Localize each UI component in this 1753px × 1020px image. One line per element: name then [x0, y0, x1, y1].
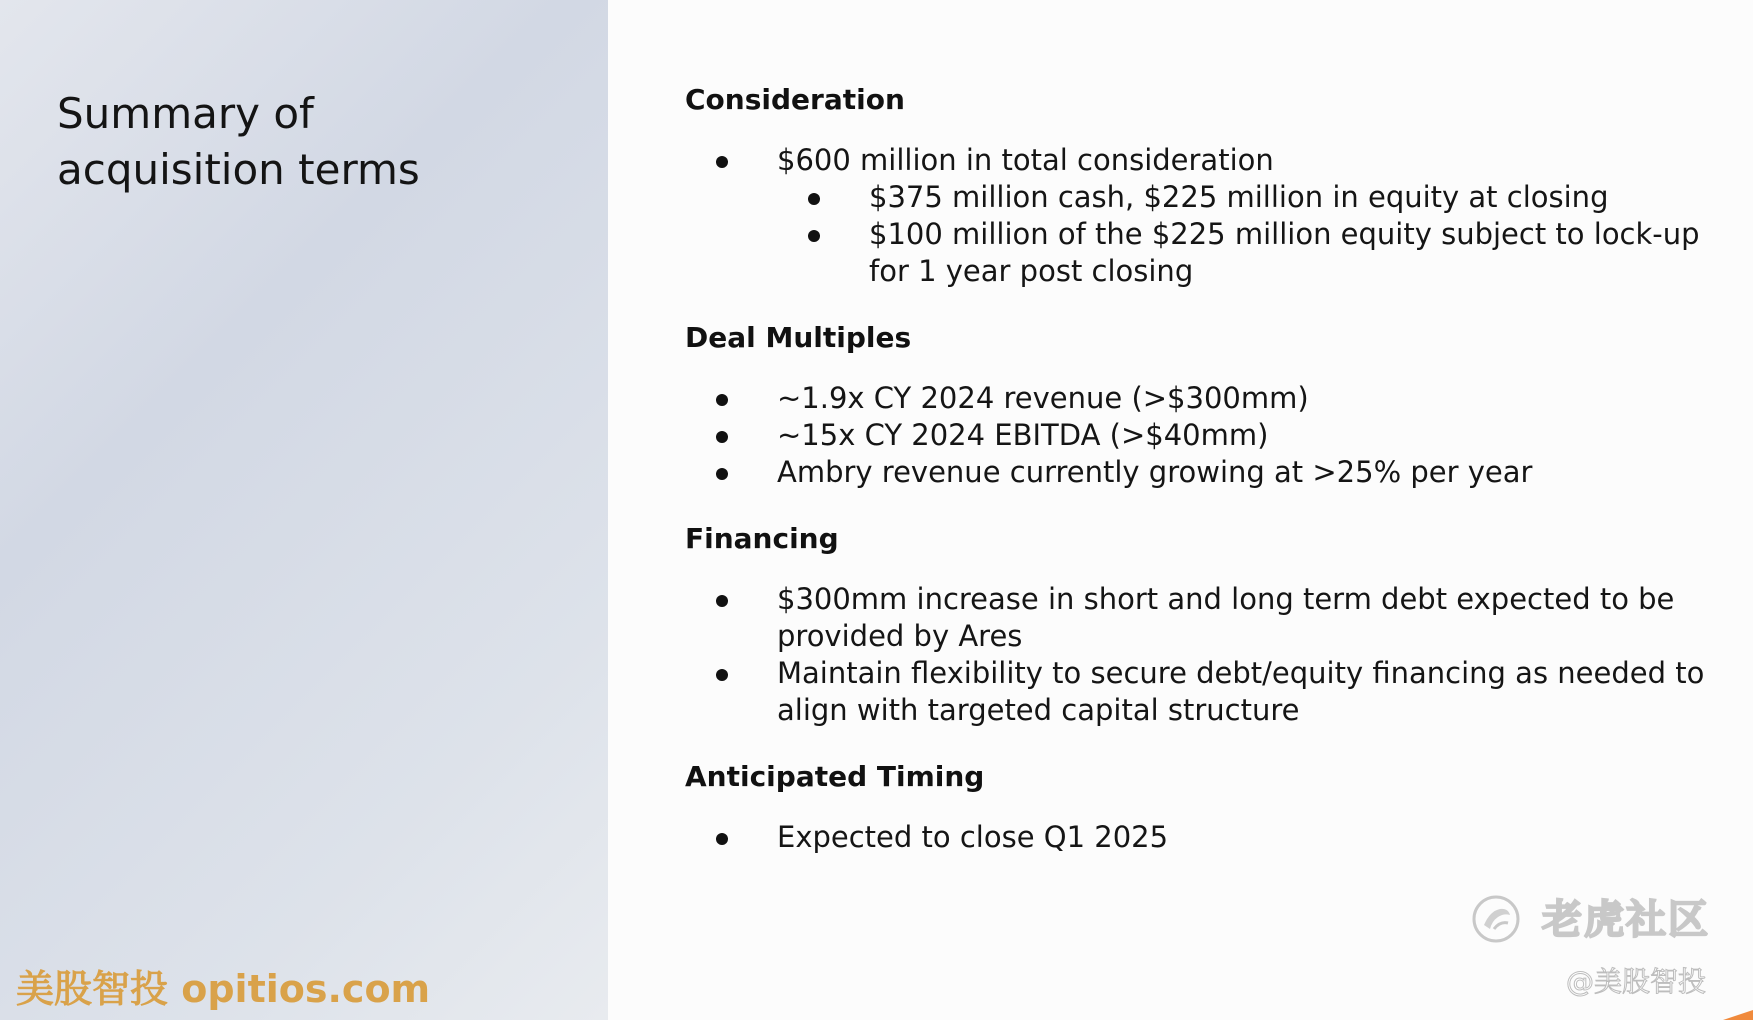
bullet-item	[685, 417, 1715, 454]
slide-content	[685, 82, 1715, 886]
bullet-text: ~15x CY 2024 EBITDA (>$40mm)	[777, 418, 1269, 452]
section-consideration	[685, 82, 1715, 290]
bullet-text: $300mm increase in short and long term debt expected to be provided by Ares	[777, 582, 1675, 653]
sub-bullet-text: $375 million cash, $225 million in equity at closing	[869, 180, 1609, 214]
section-financing	[685, 521, 1715, 729]
bullet-item	[685, 819, 1715, 856]
slide-title: Summary of acquisition terms	[57, 89, 420, 194]
watermark-left: 美股智投 opitios.com	[16, 967, 431, 1011]
bullet-list	[685, 142, 1715, 290]
bullet-text: $600 million in total consideration	[777, 143, 1274, 177]
corner-accent	[1723, 1010, 1753, 1020]
sub-bullet-list	[777, 179, 1715, 290]
sub-bullet-item	[777, 179, 1715, 216]
section-heading: Deal Multiples	[685, 321, 912, 354]
bullet-dot-icon	[716, 669, 728, 681]
bullet-item	[685, 380, 1715, 417]
bullet-dot-icon	[808, 193, 820, 205]
bullet-text: Maintain flexibility to secure debt/equity financing as needed to align with targeted capital structure	[777, 656, 1705, 727]
section-deal-multiples	[685, 320, 1715, 491]
bullet-dot-icon	[716, 595, 728, 607]
bullet-text: Ambry revenue currently growing at >25% per year	[777, 455, 1533, 489]
bullet-dot-icon	[716, 156, 728, 168]
sub-bullet-item	[777, 216, 1715, 290]
watermark-handle: @美股智投	[1566, 965, 1707, 998]
bullet-text: Expected to close Q1 2025	[777, 820, 1169, 854]
watermark-brand: 老虎社区	[1542, 897, 1710, 943]
bullet-list	[685, 819, 1715, 856]
section-heading: Anticipated Timing	[685, 760, 985, 793]
tiger-logo-icon	[1470, 893, 1522, 945]
bullet-item	[685, 655, 1715, 729]
section-anticipated-timing	[685, 759, 1715, 856]
bullet-dot-icon	[716, 468, 728, 480]
sub-bullet-text: $100 million of the $225 million equity subject to lock-up for 1 year post closing	[869, 217, 1700, 288]
watermark-right	[1470, 888, 1720, 998]
section-heading: Consideration	[685, 83, 905, 116]
bullet-item	[685, 454, 1715, 491]
bullet-list	[685, 581, 1715, 729]
bullet-dot-icon	[808, 230, 820, 242]
bullet-text: ~1.9x CY 2024 revenue (>$300mm)	[777, 381, 1309, 415]
bullet-item	[685, 581, 1715, 655]
bullet-dot-icon	[716, 431, 728, 443]
bullet-list	[685, 380, 1715, 491]
bullet-item	[685, 142, 1715, 290]
bullet-dot-icon	[716, 833, 728, 845]
section-heading: Financing	[685, 522, 839, 555]
bullet-dot-icon	[716, 394, 728, 406]
